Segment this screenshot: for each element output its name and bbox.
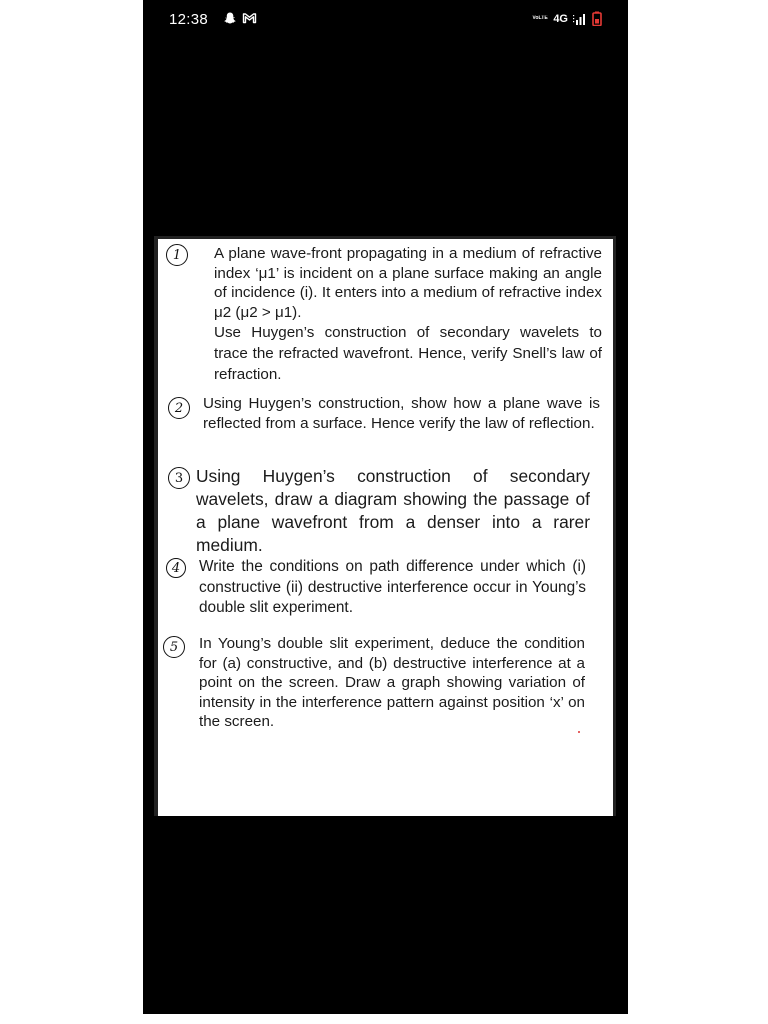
status-right: [531, 11, 602, 26]
ink-mark: [578, 731, 580, 733]
signal-bars-icon: [572, 13, 588, 25]
question-paragraph: Use Huygen’s construction of secondary wavelets to trace the refracted wavefront. Hence, verify Snell’s law of refraction.: [214, 324, 602, 384]
question-text: Write the conditions on path difference under which (i) constructive (ii) destructive interference occur in Young’s double slit experiment.: [199, 558, 586, 616]
question-paragraph: A plane wave-front propagating in a medium of refractive index ‘μ1’ is incident on a plane surface making an angle of incidence (i). It enters into a medium of refractive index μ2 (μ2 > μ1).: [214, 245, 602, 321]
snapchat-icon: [223, 11, 237, 25]
question-number-badge: 3: [168, 467, 190, 489]
question-text: Using Huygen’s construction, show how a plane wave is reflected from a surface. Hence verify the law of reflection.: [203, 395, 600, 432]
question-text: Using Huygen’s construction of secondary wavelets, draw a diagram showing the passage of a plane wavefront from a denser into a rarer medium.: [196, 466, 590, 555]
status-bar: [143, 0, 628, 40]
battery-low-icon: [592, 11, 602, 26]
status-time: 12:38: [169, 11, 209, 28]
question-1: [166, 244, 602, 385]
question-5: [163, 634, 585, 732]
question-text: In Young’s double slit experiment, deduce the condition for (a) constructive, and (b) destructive interference at a point on the screen. Draw a graph showing variation of intensity in the interference pattern against position ‘x’ on the screen.: [199, 635, 585, 730]
gmail-icon: [242, 11, 257, 25]
question-number-badge: 1: [166, 244, 188, 266]
question-document: [154, 236, 616, 816]
volte-indicator: VoLTE: [532, 15, 548, 21]
question-2: [168, 394, 600, 433]
question-text: [214, 244, 602, 385]
question-number-badge: 5: [163, 636, 185, 658]
question-number-badge: 2: [168, 397, 190, 419]
question-4: [166, 557, 586, 619]
network-type: 4G: [553, 12, 568, 25]
question-number-badge: 4: [166, 558, 186, 578]
notification-icons: [223, 11, 257, 25]
question-3: [168, 465, 590, 557]
